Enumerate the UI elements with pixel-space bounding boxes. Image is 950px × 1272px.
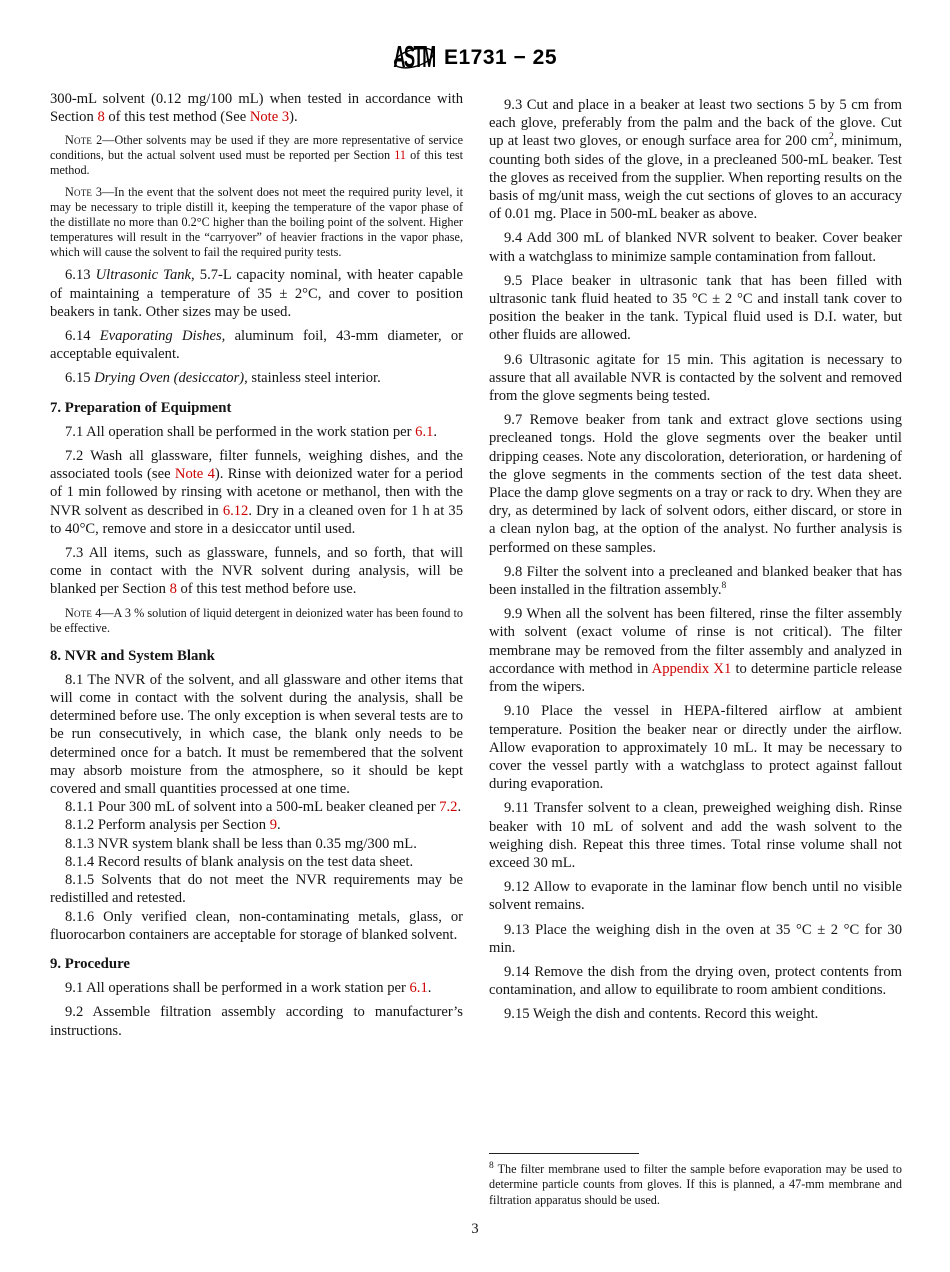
text-run: 9.8 Filter the solvent into a precleaned and blanked beaker that has been installed in the filtration assembly. — [489, 563, 902, 599]
body-paragraph — [489, 921, 902, 957]
cross-reference-link[interactable]: 9 — [269, 817, 277, 834]
note-label: Note — [65, 605, 93, 620]
body-paragraph — [489, 563, 902, 599]
text-run: 9.3 Cut and place in a beaker at least two sections 5 by 5 cm from each glove, preferably from the palm and the back of the glove. Cut up at least two gloves, or enough surface area for 200 cm — [489, 97, 902, 150]
note-label: Note — [65, 133, 93, 148]
text-run: 9.4 Add 300 mL of blanked NVR solvent to beaker. Cover beaker with a watchglass to minimize sample contamination from fallout. — [489, 230, 902, 265]
text-run: 300-mL solvent (0.12 mg/100 mL) when tested in accordance with Section — [50, 91, 463, 126]
body-paragraph — [50, 266, 463, 321]
cross-reference-link[interactable]: 6.12 — [222, 502, 249, 519]
section-heading — [50, 955, 463, 973]
note-paragraph — [50, 133, 463, 178]
cross-reference-link[interactable]: 6.1 — [415, 423, 434, 440]
left-column-content — [50, 90, 463, 1040]
text-run: 9.1 All operations shall be performed in a work station per — [65, 980, 410, 997]
text-run: 9.5 Place beaker in ultrasonic tank that has been filled with ultrasonic tank fluid heated to 35 °C ± 2 °C and install tank cover to position the beaker in the tank. Typical fluid used is D.I. water, but other fluids are allowed. — [489, 272, 902, 344]
body-paragraph — [489, 96, 902, 223]
text-run: 9.6 Ultrasonic agitate for 15 min. This agitation is necessary to assure that all available NVR is contacted by the solvent and removed from the glove segments being tested. — [489, 351, 902, 405]
text-run: to determine particle release from the wipers. — [489, 660, 902, 696]
text-run: 8. NVR and System Blank — [50, 647, 215, 664]
body-paragraph — [50, 90, 463, 126]
body-paragraph — [489, 702, 902, 793]
cross-reference-link[interactable]: 6.1 — [409, 980, 428, 997]
text-run: 3—In the event that the solvent does not meet the required purity level, it may be necessary to triple distill it, keeping the temperature of the vapor phase of the distillate no more than 0.2°C higher than the boiling point of the solvent. Higher temperatures will result in the “carryover” of heavier fractions in the vapor phase, which will cause the solvent to fail the required purity tests. — [50, 185, 463, 260]
text-run: 9.2 Assemble filtration assembly according to manufacturer’s instructions. — [50, 1004, 463, 1039]
cross-reference-link[interactable]: Note 4 — [174, 466, 215, 483]
text-run: ). — [289, 109, 298, 126]
note-paragraph — [50, 185, 463, 260]
text-run: aluminum foil, 43-mm diameter, or acceptable equivalent. — [50, 328, 463, 363]
body-paragraph — [50, 835, 463, 853]
text-run: of this test method (See — [104, 109, 250, 126]
text-run: 9.7 Remove beaker from tank and extract glove sections using precleaned tongs. Hold the glove segments over the beaker until dripping ceases. Note any discoloration, deterioration, or hardening of the glove segments in the comments section of the test data sheet. Place the damp glove segments on a tray or rack to dry. When they are dry, as determined by lack of solvent odors, either discard, or store in a clean nylon bag, at the option of the analyst. No further analysis is performed on these samples. — [489, 412, 902, 556]
astm-logo-icon — [393, 40, 435, 76]
text-run: stainless steel interior. — [247, 370, 381, 387]
italic-term: Drying Oven (desiccator), — [94, 370, 248, 387]
text-run: 4—A 3 % solution of liquid detergent in deionized water has been found to be effective. — [50, 605, 463, 635]
body-paragraph — [489, 272, 902, 345]
body-paragraph — [50, 1003, 463, 1039]
body-paragraph — [489, 1005, 902, 1023]
text-run: 9.12 Allow to evaporate in the laminar flow bench until no visible solvent remains. — [489, 879, 902, 914]
body-paragraph — [489, 963, 902, 999]
cross-reference-link[interactable]: 8 — [169, 581, 177, 598]
section-heading — [50, 647, 463, 665]
text-run: 6.13 — [65, 267, 96, 284]
body-paragraph — [489, 351, 902, 406]
text-run: 8.1.6 Only verified clean, non-contaminating metals, glass, or fluorocarbon containers are acceptable for storage of blanked solvent. — [50, 908, 463, 943]
body-paragraph — [50, 798, 463, 816]
text-run: . — [433, 423, 438, 440]
text-run: . — [276, 817, 281, 834]
text-run: 5.7-L capacity nominal, with heater capable of maintaining a temperature of 35 ± 2°C, and cover to position beakers in tank. Other sizes may be used. — [50, 267, 463, 320]
body-paragraph — [50, 447, 463, 538]
text-run: 7.1 All operation shall be performed in the work station per — [65, 423, 416, 440]
text-run: . — [457, 799, 462, 816]
text-run: 9.15 Weigh the dish and contents. Record this weight. — [504, 1006, 819, 1023]
cross-reference-link[interactable]: 7.2 — [439, 799, 458, 816]
document-header — [0, 40, 950, 76]
text-run: . Dry in a cleaned oven for 1 h at 35 to 40°C, remove and store in a desiccator until used. — [50, 502, 464, 537]
page-number: 3 — [471, 1221, 479, 1237]
cross-reference-link[interactable]: Note 3 — [249, 109, 290, 126]
left-column — [50, 90, 463, 1212]
superscript-reference: 8 — [721, 581, 727, 592]
cross-reference-link[interactable]: 8 — [97, 109, 105, 126]
body-paragraph — [50, 979, 463, 997]
body-paragraph — [50, 369, 463, 387]
text-run: 7.3 All items, such as glassware, funnels, and so forth, that will come in contact with the NVR solvent during analysis, will be blanked per Section — [50, 545, 463, 598]
body-paragraph — [50, 544, 463, 599]
text-run: 2—Other solvents may be used if they are more representative of service conditions, but the actual solvent used must be reported per Section — [50, 133, 463, 163]
text-run: 9.14 Remove the dish from the drying oven, protect contents from contamination, and allow to equilibrate to room ambient conditions. — [489, 963, 902, 999]
footnote — [489, 1153, 902, 1212]
body-paragraph — [489, 878, 902, 914]
body-paragraph — [50, 853, 463, 871]
body-paragraph — [489, 411, 902, 557]
text-run: 7.2 Wash all glassware, filter funnels, weighing dishes, and the associated tools (see — [50, 448, 463, 483]
text-run: , minimum, counting both sides of the glove, in a precleaned 500-mL beaker. Test the gloves as received from the supplier. When reporting results on the basis of mg/unit mass, weigh the cut sections of gloves to an accuracy of 0.01 mg. Place in 500-mL beaker as above. — [489, 133, 903, 223]
footnote-text — [489, 1162, 902, 1208]
text-run: 8.1.3 NVR system blank shall be less than 0.35 mg/300 mL. — [65, 835, 417, 852]
body-paragraph — [489, 229, 902, 265]
text-run: 8.1.2 Perform analysis per Section — [65, 817, 270, 834]
body-paragraph — [50, 423, 463, 441]
text-run: . — [427, 980, 432, 997]
note-label: Note — [65, 185, 93, 200]
italic-term: Evaporating Dishes, — [99, 328, 226, 345]
superscript-reference: 2 — [829, 132, 834, 143]
text-run: The filter membrane used to filter the sample before evaporation may be used to determine particle counts from gloves. If this is planned, a 47-mm membrane and filtration apparatus should be used. — [489, 1161, 902, 1207]
text-run: 6.14 — [65, 328, 100, 345]
body-paragraph — [50, 816, 463, 834]
text-run: 8.1 The NVR of the solvent, and all glassware and other items that will come in contact with the solvent during the analysis, shall be determined before use. The only exception is when several tests are to be run consecutively, in which case, the blank only needs to be determined once for a batch. It must be remembered that the solvent may absorb moisture from the atmosphere, so it should be kept covered and small quantities processed at one time. — [50, 671, 463, 798]
superscript-reference: 8 — [489, 1160, 494, 1171]
text-run: 8.1.4 Record results of blank analysis on the test data sheet. — [65, 853, 414, 870]
cross-reference-link[interactable]: 11 — [394, 148, 406, 163]
text-run: 8.1.5 Solvents that do not meet the NVR requirements may be redistilled and retested. — [50, 872, 463, 907]
text-run: of this test method before use. — [176, 581, 357, 598]
body-paragraph — [50, 671, 463, 798]
standard-designation: E1731 − 25 — [443, 46, 557, 69]
text-run: 9.11 Transfer solvent to a clean, preweighed weighing dish. Rinse beaker with 10 mL of solvent and add the wash solvent to the weighing dish. Repeat this three times. Total rinse volume shall not exceed 30 mL. — [489, 800, 902, 871]
text-run: 6.15 — [65, 370, 95, 387]
body-paragraph — [50, 871, 463, 907]
text-run: 7. Preparation of Equipment — [50, 399, 232, 416]
body-paragraph — [50, 327, 463, 363]
right-column-content — [489, 90, 902, 1024]
text-run: 9.10 Place the vessel in HEPA-filtered airflow at ambient temperature. Position the beaker near or directly under the airflow. Allow evaporation to approximately 10 mL. It may be necessary to cover the vessel partly with a watchglass to protect against fallout during evaporation. — [489, 703, 902, 793]
text-run: 8.1.1 Pour 300 mL of solvent into a 500-mL beaker cleaned per — [65, 799, 440, 816]
footnote-rule — [489, 1153, 639, 1154]
astm-logo-text: ASTM — [393, 41, 435, 75]
text-run: of this test method. — [50, 148, 464, 178]
right-column — [489, 90, 902, 1212]
body-paragraph — [50, 908, 463, 944]
two-column-body — [50, 90, 902, 1212]
text-run: ). Rinse with deionized water for a period of 1 min followed by rinsing with acetone or methanol, then with the NVR solvent as described in — [50, 466, 463, 519]
italic-term: Ultrasonic Tank, — [95, 267, 195, 284]
section-heading — [50, 399, 463, 417]
text-run: 9. Procedure — [50, 955, 130, 972]
note-paragraph — [50, 606, 463, 636]
text-run: 9.13 Place the weighing dish in the oven at 35 °C ± 2 °C for 30 min. — [489, 921, 902, 956]
body-paragraph — [489, 605, 902, 696]
text-run: 9.9 When all the solvent has been filtered, rinse the filter assembly with solvent (exact volume of rinse is not critical). The filter membrane may be removed from the filter assembly and analyzed in accordance with method in — [489, 606, 902, 677]
cross-reference-link[interactable]: Appendix X1 — [651, 660, 732, 677]
body-paragraph — [489, 799, 902, 872]
